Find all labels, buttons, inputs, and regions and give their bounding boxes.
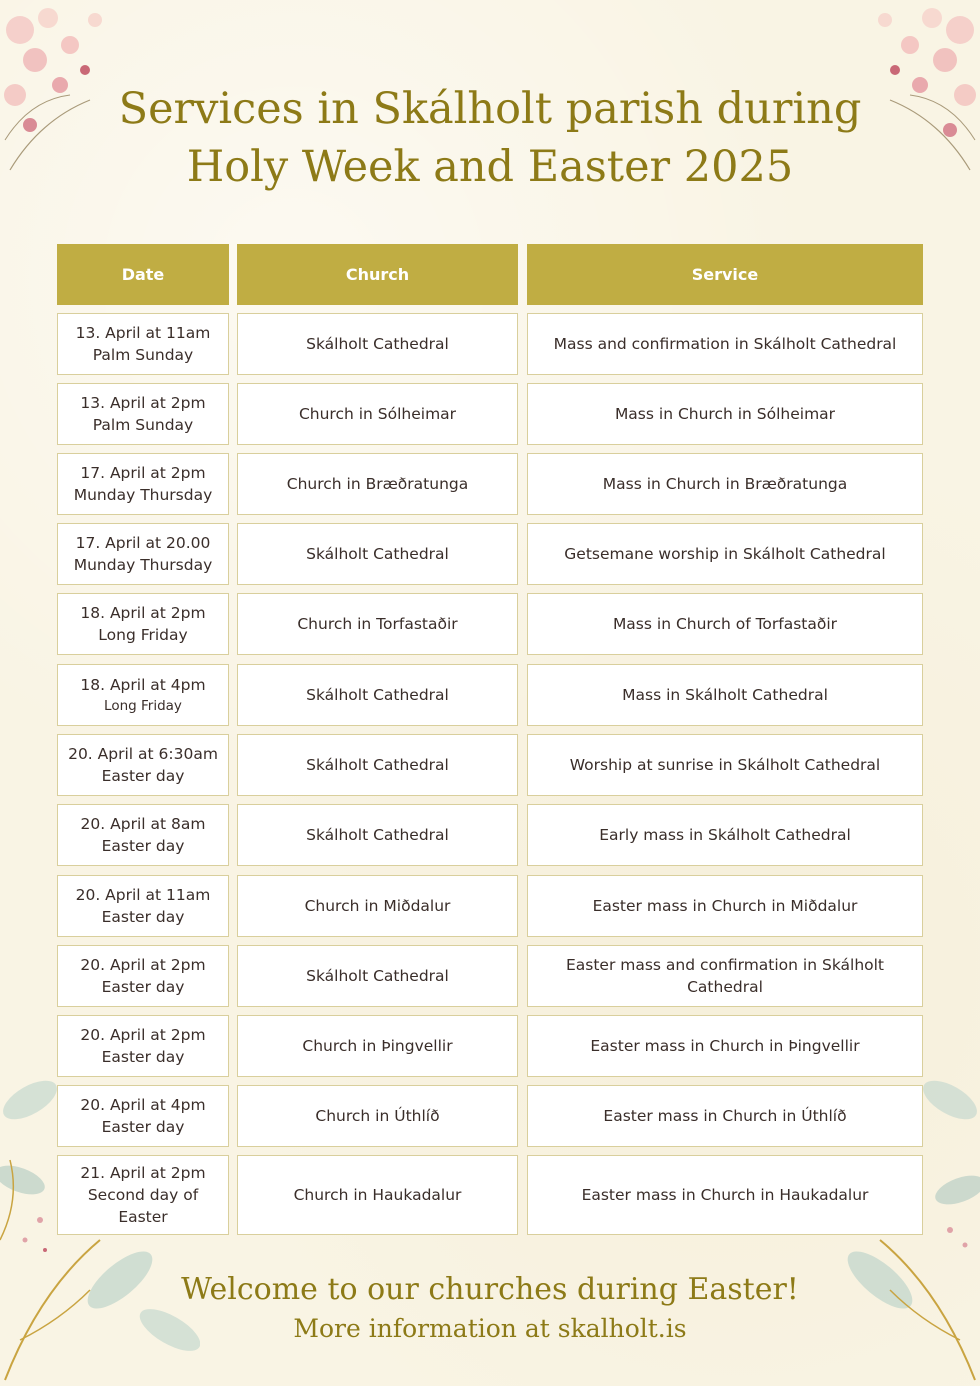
church-cell: Skálholt Cathedral <box>237 523 518 585</box>
church-cell: Skálholt Cathedral <box>237 945 518 1007</box>
date-text: 17. April at 2pm <box>80 464 206 482</box>
service-cell: Mass and confirmation in Skálholt Cathedral <box>527 313 923 375</box>
date-cell <box>57 313 229 375</box>
header-date: Date <box>57 244 229 305</box>
service-cell: Mass in Church in Bræðratunga <box>527 453 923 515</box>
service-cell: Easter mass and confirmation in Skálholt Cathedral <box>527 945 923 1007</box>
church-cell: Skálholt Cathedral <box>237 313 518 375</box>
date-cell <box>57 945 229 1007</box>
day-text: Easter day <box>101 767 185 785</box>
date-cell <box>57 453 229 515</box>
day-text: Easter day <box>101 837 185 855</box>
service-cell: Mass in Church of Torfastaðir <box>527 593 923 655</box>
church-cell: Skálholt Cathedral <box>237 664 518 726</box>
date-cell <box>57 523 229 585</box>
date-cell <box>57 804 229 866</box>
day-text: Munday Thursday <box>73 486 213 504</box>
more-info-link: More information at skalholt.is <box>293 1314 687 1343</box>
church-cell: Skálholt Cathedral <box>237 734 518 796</box>
date-text: 20. April at 11am <box>75 886 211 904</box>
date-text: 20. April at 2pm <box>80 956 206 974</box>
service-cell: Worship at sunrise in Skálholt Cathedral <box>527 734 923 796</box>
day-text: Second day of Easter <box>87 1186 199 1226</box>
date-text: 20. April at 6:30am <box>68 745 218 763</box>
date-text: 17. April at 20.00 <box>75 534 211 552</box>
title-line-2: Holy Week and Easter 2025 <box>186 142 794 192</box>
date-text: 18. April at 2pm <box>80 604 206 622</box>
date-cell <box>57 664 229 726</box>
service-cell: Getsemane worship in Skálholt Cathedral <box>527 523 923 585</box>
date-text: 20. April at 2pm <box>80 1026 206 1044</box>
day-text: Palm Sunday <box>92 346 194 364</box>
church-cell: Skálholt Cathedral <box>237 804 518 866</box>
church-cell: Church in Miðdalur <box>237 875 518 937</box>
church-cell: Church in Sólheimar <box>237 383 518 445</box>
service-cell: Mass in Church in Sólheimar <box>527 383 923 445</box>
church-cell: Church in Úthlíð <box>237 1085 518 1147</box>
service-cell: Easter mass in Church in Miðdalur <box>527 875 923 937</box>
date-text: 13. April at 11am <box>75 324 211 342</box>
date-text: 20. April at 8am <box>80 815 206 833</box>
header-service: Service <box>527 244 923 305</box>
church-cell: Church in Bræðratunga <box>237 453 518 515</box>
service-cell: Easter mass in Church in Haukadalur <box>527 1155 923 1235</box>
date-cell <box>57 1085 229 1147</box>
date-cell <box>57 593 229 655</box>
date-text: 20. April at 4pm <box>80 1096 206 1114</box>
date-cell <box>57 1015 229 1077</box>
day-text: Easter day <box>101 1118 185 1136</box>
date-cell <box>57 734 229 796</box>
service-cell: Early mass in Skálholt Cathedral <box>527 804 923 866</box>
service-cell: Easter mass in Church in Þingvellir <box>527 1015 923 1077</box>
day-text: Easter day <box>101 908 185 926</box>
date-text: 13. April at 2pm <box>80 394 206 412</box>
welcome-message: Welcome to our churches during Easter! <box>181 1272 799 1307</box>
church-cell: Church in Torfastaðir <box>237 593 518 655</box>
church-cell: Church in Haukadalur <box>237 1155 518 1235</box>
date-cell <box>57 383 229 445</box>
page-title <box>0 80 980 196</box>
church-cell: Church in Þingvellir <box>237 1015 518 1077</box>
date-cell <box>57 875 229 937</box>
date-text: 18. April at 4pm <box>80 676 206 694</box>
day-text: Munday Thursday <box>73 556 213 574</box>
day-text: Palm Sunday <box>92 416 194 434</box>
day-text: Long Friday <box>104 698 182 714</box>
header-church: Church <box>237 244 518 305</box>
date-text: 21. April at 2pm <box>80 1164 206 1182</box>
date-cell <box>57 1155 229 1235</box>
service-cell: Mass in Skálholt Cathedral <box>527 664 923 726</box>
day-text: Easter day <box>101 978 185 996</box>
service-cell: Easter mass in Church in Úthlíð <box>527 1085 923 1147</box>
day-text: Long Friday <box>98 626 188 644</box>
title-line-1: Services in Skálholt parish during <box>118 84 862 134</box>
day-text: Easter day <box>101 1048 185 1066</box>
